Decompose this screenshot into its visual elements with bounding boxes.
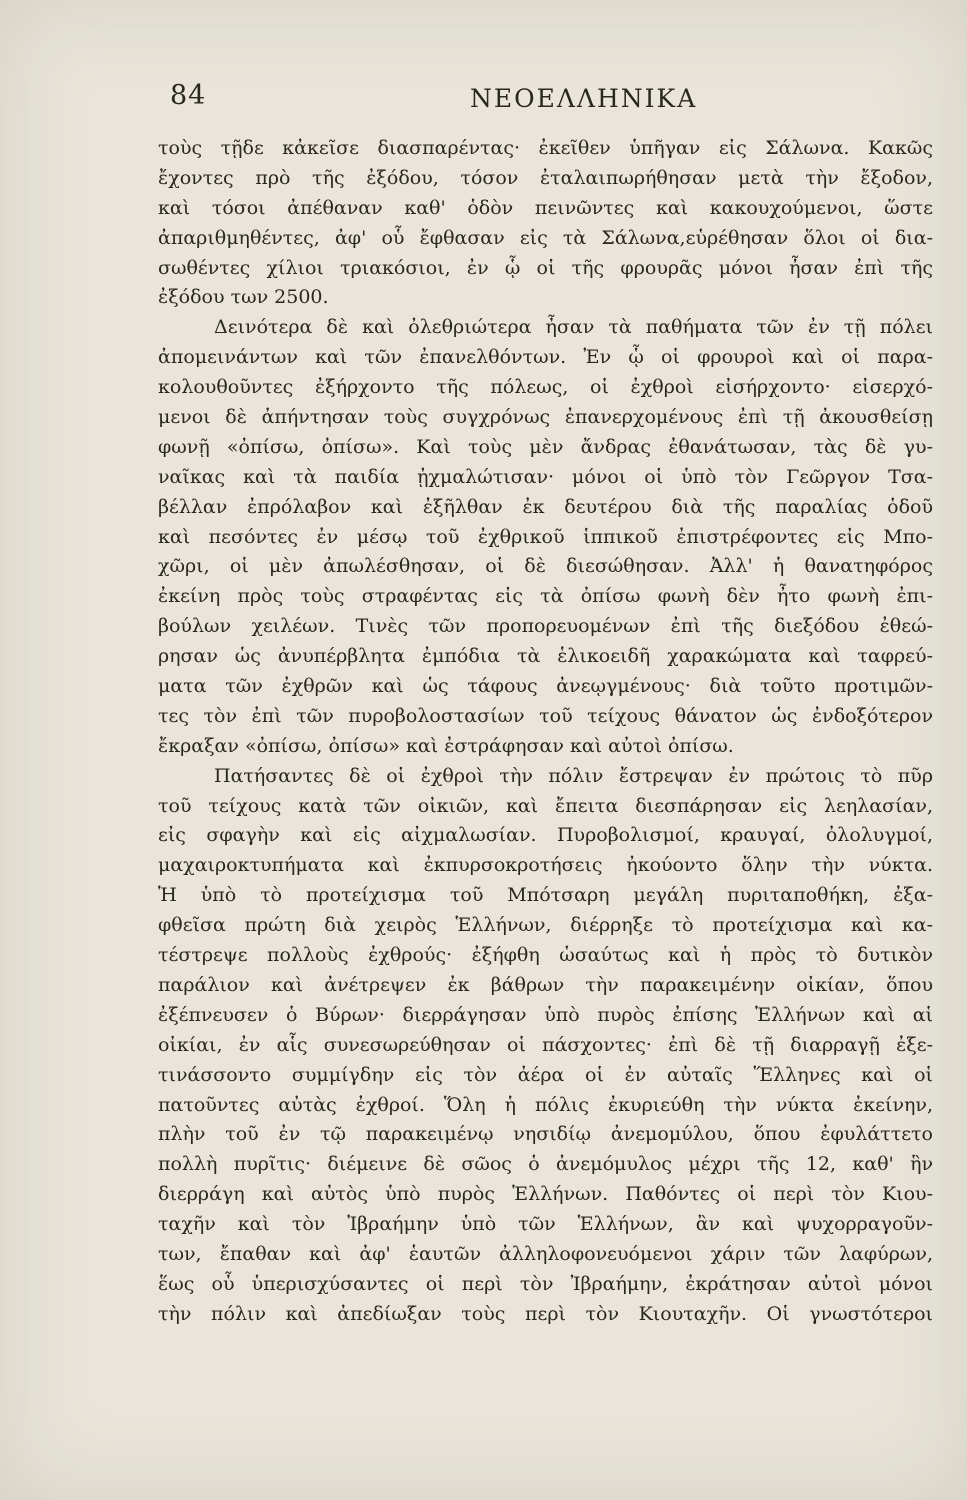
text-line: ταχῆν καὶ τὸν Ἰβραήμην ὑπὸ τῶν Ἑλλήνων, ἂν καὶ ψυχορραγοῦν-: [158, 1213, 933, 1236]
text-line: μενοι δὲ ἀπήντησαν τοὺς συγχρόνως ἐπανερχομένους ἐπὶ τῇ ἀκουσθείσῃ: [158, 406, 933, 429]
text-line: τοῦ τείχους κατὰ τῶν οἰκιῶν, καὶ ἔπειτα διεσπάρησαν εἰς λεηλασίαν,: [158, 794, 933, 817]
text-line: πλὴν τοῦ ἐν τῷ παρακειμένῳ νησιδίῳ ἀνεμομύλου, ὅπου ἐφυλάττετο: [158, 1123, 933, 1146]
paragraph-start-line: Δεινότερα δὲ καὶ ὀλεθριώτερα ἦσαν τὰ παθήματα τῶν ἐν τῇ πόλει: [214, 316, 933, 339]
text-line: μαχαιροκτυπήματα καὶ ἐκπυρσοκροτήσεις ἠκούοντο ὅλην τὴν νύκτα.: [158, 854, 933, 877]
text-line: ἔχοντες πρὸ τῆς ἐξόδου, τόσον ἐταλαιπωρήθησαν μετὰ τὴν ἔξοδον,: [158, 166, 933, 189]
text-line: καὶ τόσοι ἀπέθαναν καθ' ὁδὸν πεινῶντες καὶ κακουχούμενοι, ὥστε: [158, 196, 933, 219]
page-header: [170, 80, 770, 120]
text-line: κολουθοῦντες ἐξήρχοντο τῆς πόλεως, οἱ ἐχθροὶ εἰσήρχοντο· εἰσερχό-: [158, 376, 933, 399]
text-line: βούλων χειλέων. Τινὲς τῶν προπορευομένων ἐπὶ τῆς διεξόδου ἐθεώ-: [158, 615, 933, 638]
running-title: ΝΕΟΕΛΛΗΝΙΚΑ: [470, 84, 698, 113]
text-line: τες τὸν ἐπὶ τῶν πυροβολοστασίων τοῦ τείχους θάνατον ὡς ἐνδοξότερον: [158, 704, 933, 727]
text-line: ἀπομεινάντων καὶ τῶν ἐπανελθόντων. Ἐν ᾧ οἱ φρουροὶ καὶ οἱ παρα-: [158, 346, 933, 369]
text-line: χῶρι, οἱ μὲν ἀπωλέσθησαν, οἱ δὲ διεσώθησαν. Ἀλλ' ἡ θανατηφόρος: [158, 555, 933, 578]
text-line: πολλὴ πυρῖτις· διέμεινε δὲ σῶος ὁ ἀνεμόμυλος μέχρι τῆς 12, καθ' ἣν: [158, 1153, 933, 1176]
text-line: ρησαν ὡς ἀνυπέρβλητα ἐμπόδια τὰ ἑλικοειδῆ χαρακώματα καὶ ταφρεύ-: [158, 645, 933, 668]
text-line: πατοῦντες αὐτὰς ἐχθροί. Ὅλη ἡ πόλις ἐκυριεύθη τὴν νύκτα ἐκείνην,: [158, 1093, 933, 1116]
text-line: ματα τῶν ἐχθρῶν καὶ ὡς τάφους ἀνεῳγμένους· διὰ τοῦτο προτιμῶν-: [158, 675, 933, 698]
text-line: φθεῖσα πρώτη διὰ χειρὸς Ἑλλήνων, διέρρηξε τὸ προτείχισμα καὶ κα-: [158, 914, 933, 937]
text-line: ἐξόδου των 2500.: [158, 286, 329, 309]
text-line: ναῖκας καὶ τὰ παιδία ᾐχμαλώτισαν· μόνοι οἱ ὑπὸ τὸν Γεῶργον Τσα-: [158, 465, 933, 488]
text-line: τοὺς τῇδε κἀκεῖσε διασπαρέντας· ἐκεῖθεν ὑπῆγαν εἰς Σάλωνα. Κακῶς: [158, 137, 933, 159]
text-line: ἀπαριθμηθέντες, ἀφ' οὗ ἔφθασαν εἰς τὰ Σάλωνα,εὑρέθησαν ὅλοι οἱ δια-: [158, 226, 933, 249]
text-line: ἐξέπνευσεν ὁ Βύρων· διερράγησαν ὑπὸ πυρὸς ἐπίσης Ἑλλήνων καὶ αἱ: [158, 1003, 933, 1026]
text-line: ἕως οὗ ὑπερισχύσαντες οἱ περὶ τὸν Ἰβραήμην, ἐκράτησαν αὐτοὶ μόνοι: [158, 1272, 933, 1295]
text-line: οἰκίαι, ἐν αἷς συνεσωρεύθησαν οἱ πάσχοντες· ἐπὶ δὲ τῇ διαρραγῇ ἐξε-: [158, 1033, 933, 1056]
text-line: τὴν πόλιν καὶ ἀπεδίωξαν τοὺς περὶ τὸν Κιουταχῆν. Οἱ γνωστότεροι: [158, 1302, 933, 1325]
text-line: ἐκείνη πρὸς τοὺς στραφέντας εἰς τὰ ὀπίσω φωνὴ δὲν ἦτο φωνὴ ἐπι-: [158, 585, 933, 608]
text-line: Ἡ ὑπὸ τὸ προτείχισμα τοῦ Μπότσαρη μεγάλη πυριταποθήκη, ἐξα-: [158, 884, 933, 907]
body-text: [158, 134, 933, 1330]
text-line: των, ἔπαθαν καὶ ἀφ' ἑαυτῶν ἀλληλοφονευόμενοι χάριν τῶν λαφύρων,: [158, 1242, 933, 1265]
text-line: εἰς σφαγὴν καὶ εἰς αἰχμαλωσίαν. Πυροβολισμοί, κραυγαί, ὀλολυγμοί,: [158, 824, 933, 847]
page-number: 84: [170, 80, 207, 111]
text-line: βέλλαν ἐπρόλαβον καὶ ἐξῆλθαν ἐκ δευτέρου διὰ τῆς παραλίας ὁδοῦ: [158, 495, 933, 518]
text-line: τέστρεψε πολλοὺς ἐχθρούς· ἐξήφθη ὡσαύτως καὶ ἡ πρὸς τὸ δυτικὸν: [158, 944, 933, 967]
text-line: φωνῇ «ὀπίσω, ὀπίσω». Καὶ τοὺς μὲν ἄνδρας ἐθανάτωσαν, τὰς δὲ γυ-: [158, 435, 933, 458]
text-line: διερράγη καὶ αὐτὸς ὑπὸ πυρὸς Ἑλλήνων. Παθόντες οἱ περὶ τὸν Κιου-: [158, 1183, 933, 1206]
text-line: τινάσσοντο συμμίγδην εἰς τὸν ἀέρα οἱ ἐν αὐταῖς Ἕλληνες καὶ οἱ: [158, 1063, 933, 1086]
text-line: σωθέντες χίλιοι τριακόσιοι, ἐν ᾧ οἱ τῆς φρουρᾶς μόνοι ἦσαν ἐπὶ τῆς: [158, 256, 933, 279]
text-line: παράλιον καὶ ἀνέτρεψεν ἐκ βάθρων τὴν παρακειμένην οἰκίαν, ὅπου: [158, 973, 933, 996]
paragraph-start-line: Πατήσαντες δὲ οἱ ἐχθροὶ τὴν πόλιν ἔστρεψαν ἐν πρώτοις τὸ πῦρ: [214, 764, 933, 787]
text-line: ἔκραξαν «ὀπίσω, ὀπίσω» καὶ ἐστράφησαν καὶ αὐτοὶ ὀπίσω.: [158, 734, 734, 757]
text-line: καὶ πεσόντες ἐν μέσῳ τοῦ ἐχθρικοῦ ἱππικοῦ ἐπιστρέφοντες εἰς Μπο-: [158, 525, 933, 548]
